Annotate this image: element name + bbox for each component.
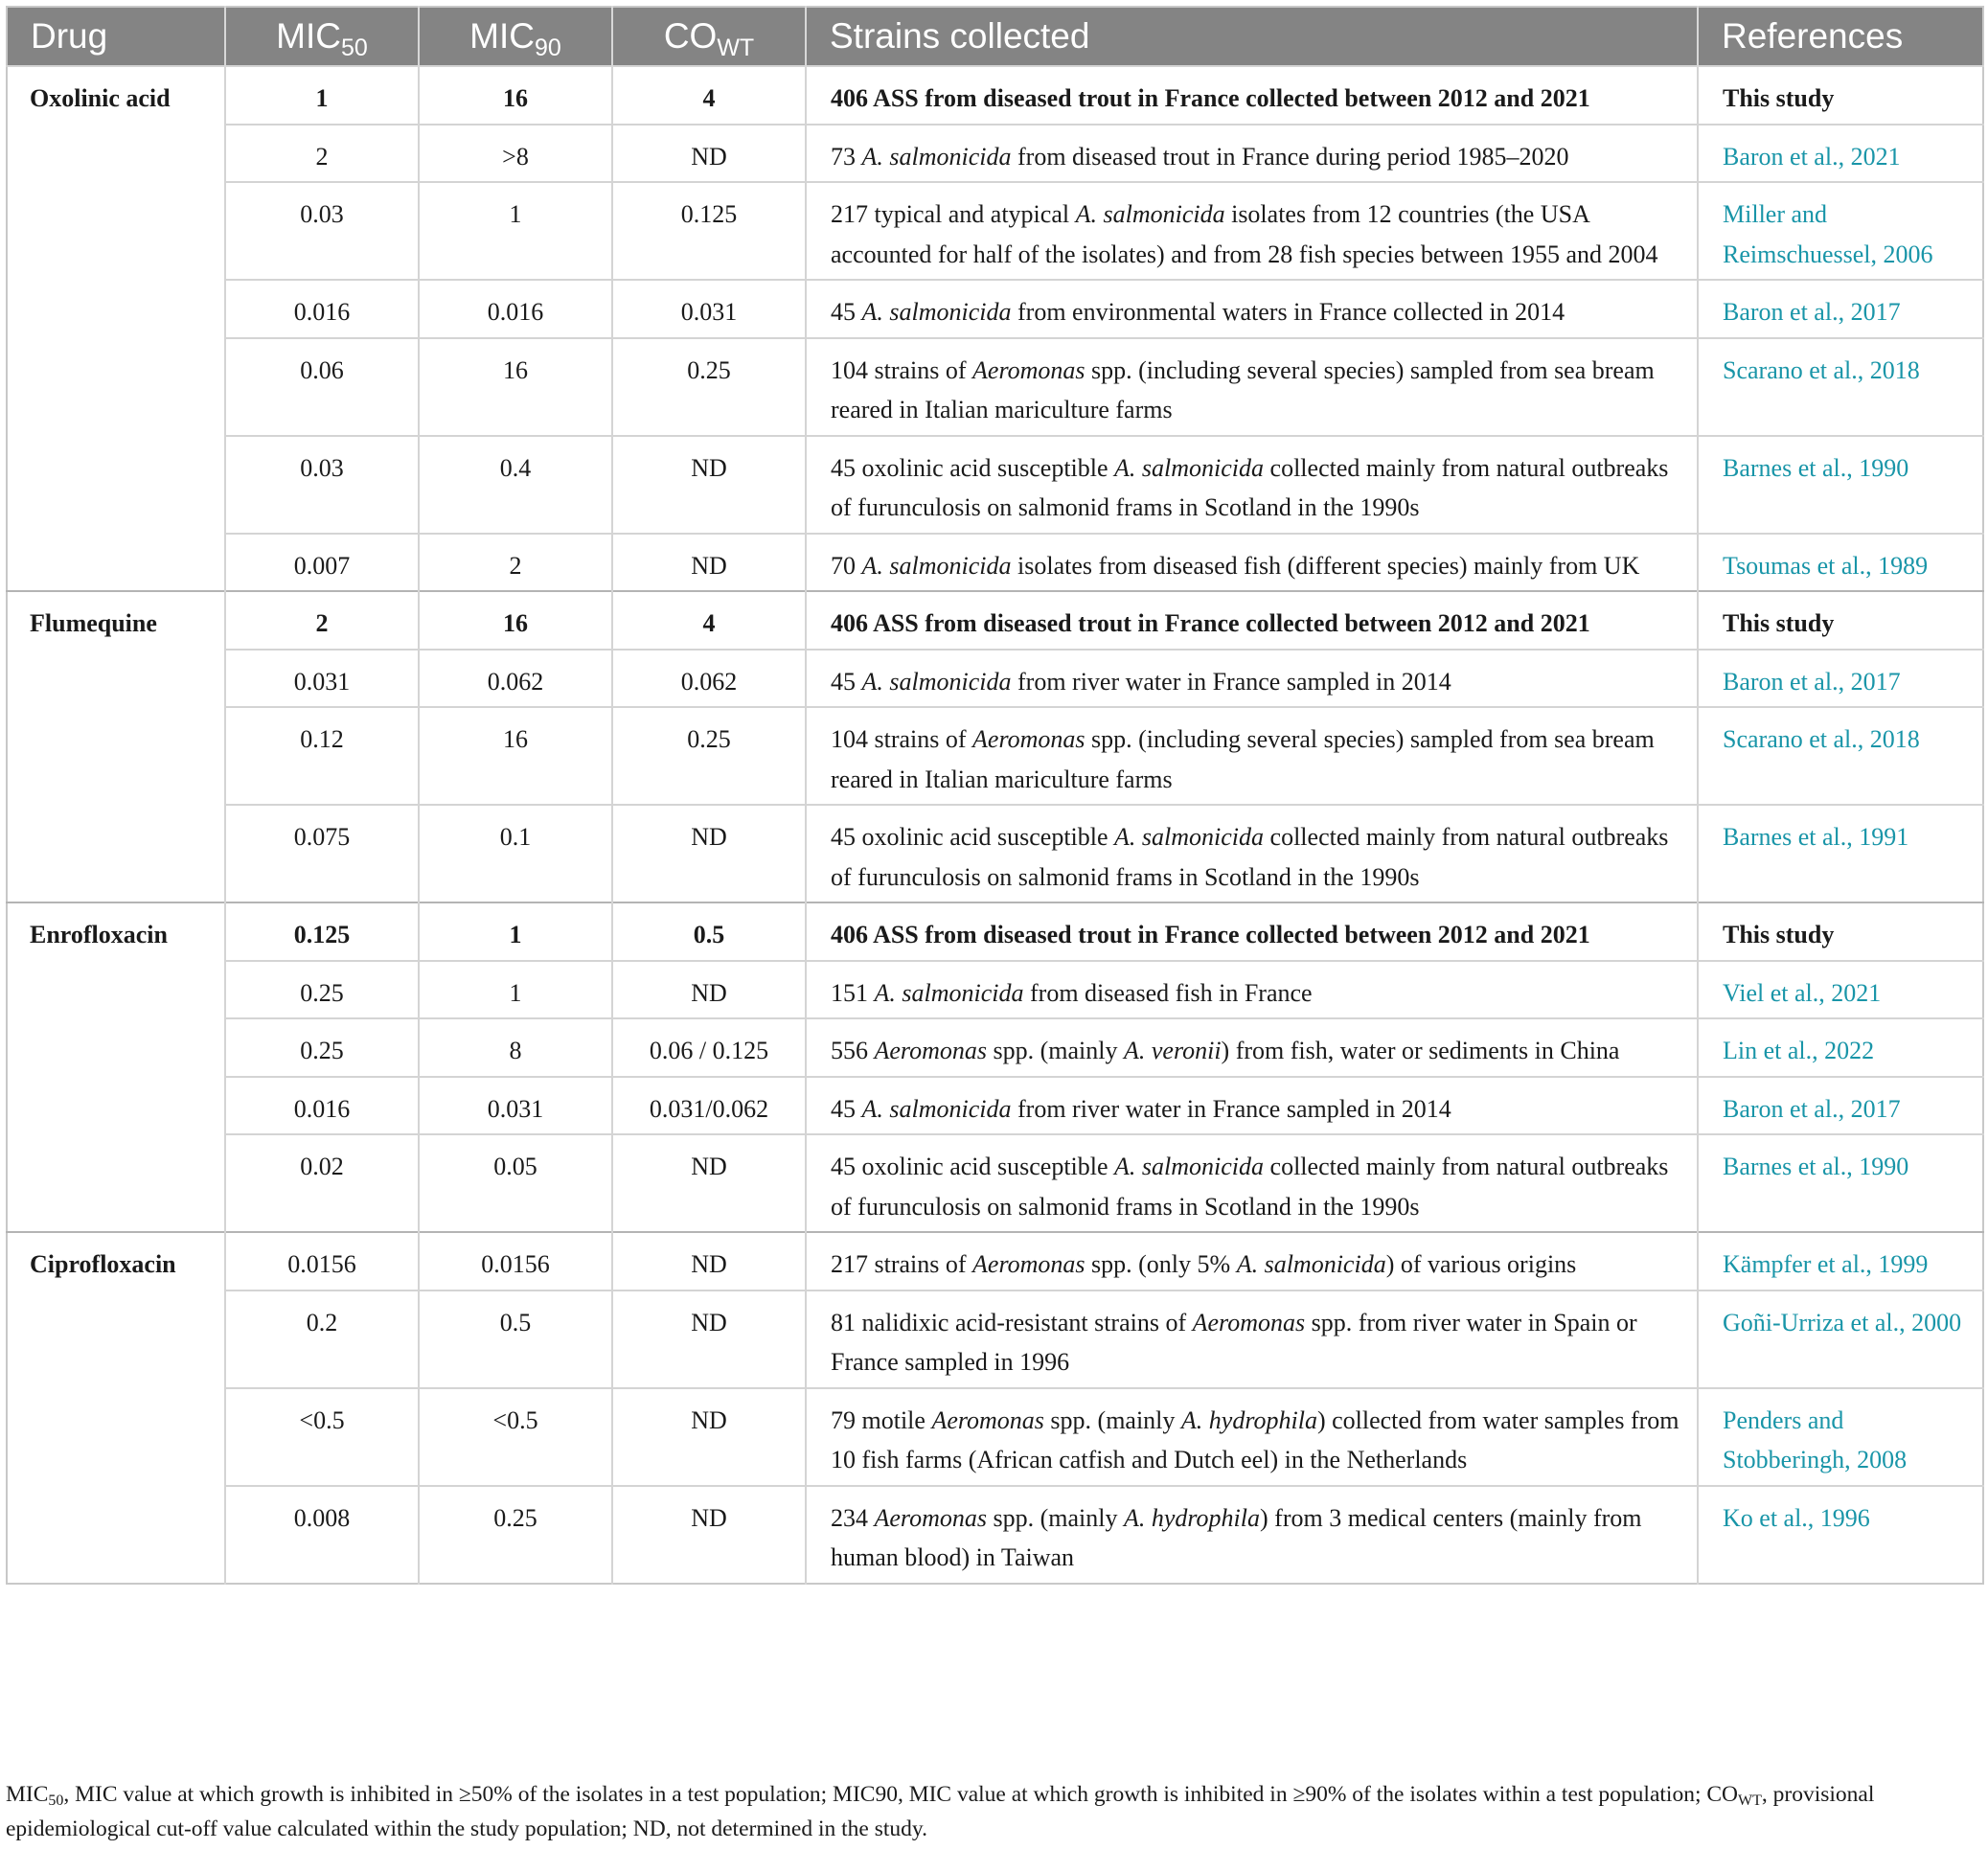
reference-cell xyxy=(1698,805,1983,902)
reference-cell xyxy=(1698,534,1983,592)
strain-text: 406 ASS from diseased trout in France collected between 2012 and 2021 xyxy=(831,921,1590,948)
cowt-cell: 4 xyxy=(612,66,806,125)
mic90-cell: 0.25 xyxy=(419,1486,612,1584)
table-row xyxy=(7,1018,1983,1077)
strain-text: 45 oxolinic acid susceptible xyxy=(831,1153,1115,1180)
reference-cell xyxy=(1698,125,1983,183)
reference-cell xyxy=(1698,1134,1983,1232)
strain-text: ) collected from water samples from 10 fish farms (African catfish and Dutch eel) in the Netherlands xyxy=(831,1405,1680,1473)
strain-text: 406 ASS from diseased trout in France collected between 2012 and 2021 xyxy=(831,609,1590,637)
mic50-cell: 0.075 xyxy=(225,805,419,902)
strain-text: 79 motile xyxy=(831,1405,932,1434)
reference-cell xyxy=(1698,280,1983,338)
species-name: A. salmonicida xyxy=(1236,1250,1386,1278)
species-name: A. salmonicida xyxy=(1114,453,1265,482)
table-row xyxy=(7,182,1983,280)
cowt-cell: ND xyxy=(612,1388,806,1486)
strain-text: isolates from diseased fish (different species) mainly from UK xyxy=(1011,551,1640,580)
species-name: A. salmonicida xyxy=(1114,823,1265,851)
strain-text: from diseased trout in France during period 1985–2020 xyxy=(1011,142,1569,171)
mic50-cell: 0.016 xyxy=(225,1077,419,1135)
species-name: Aeromonas xyxy=(972,725,1085,753)
mic90-cell: 1 xyxy=(419,902,612,961)
strain-text: isolates from 12 countries (the USA accounted for half of the isolates) and from 28 fish species between 1955 and 2004 xyxy=(831,200,1658,268)
strain-text: 45 xyxy=(831,1094,862,1123)
reference-link[interactable]: Barnes et al., 1991 xyxy=(1723,823,1909,851)
strain-text: collected mainly from natural outbreaks of furunculosis on salmonid frams in Scotland in the 1990s xyxy=(831,823,1669,891)
cowt-cell: 0.031 xyxy=(612,280,806,338)
species-name: Aeromonas xyxy=(874,1037,987,1064)
drug-name-cell: Oxolinic acid xyxy=(7,66,225,591)
cowt-cell: ND xyxy=(612,805,806,902)
strain-text: 70 xyxy=(831,551,862,580)
cowt-cell: 0.125 xyxy=(612,182,806,280)
header-mic90: $MIC_{90}$ xyxy=(419,7,612,66)
reference-cell xyxy=(1698,1077,1983,1135)
strains-cell xyxy=(806,338,1698,436)
mic90-cell: <0.5 xyxy=(419,1388,612,1486)
strain-text: 45 oxolinic acid susceptible xyxy=(831,453,1115,482)
strain-text: 234 xyxy=(831,1503,875,1532)
reference-cell xyxy=(1698,1232,1983,1290)
reference-link[interactable]: Lin et al., 2022 xyxy=(1723,1037,1875,1064)
species-name: A. salmonicida xyxy=(861,551,1012,580)
reference-text: This study xyxy=(1723,609,1835,637)
reference-link[interactable]: Baron et al., 2017 xyxy=(1723,298,1901,326)
strain-text: 217 typical and atypical xyxy=(831,200,1076,228)
reference-cell xyxy=(1698,961,1983,1019)
header-strains: Strains collected xyxy=(806,7,1698,66)
strain-text: 217 strains of xyxy=(831,1250,973,1278)
strain-text: spp. (including several species) sampled from sea bream reared in Italian mariculture farms xyxy=(831,725,1655,793)
mic50-cell: 2 xyxy=(225,591,419,650)
cowt-cell: ND xyxy=(612,961,806,1019)
species-name: A. salmonicida xyxy=(861,667,1012,696)
reference-link[interactable]: Miller and Reimschuessel, 2006 xyxy=(1723,200,1933,268)
strains-cell xyxy=(806,650,1698,708)
footnote-text: , provisional epidemiological cut-off value calculated within the study population; ND, not determined in the study. xyxy=(6,1782,1875,1841)
strains-cell xyxy=(806,1018,1698,1077)
reference-link[interactable]: Ko et al., 1996 xyxy=(1723,1503,1870,1532)
mic50-cell: 0.0156 xyxy=(225,1232,419,1290)
strains-cell xyxy=(806,591,1698,650)
strains-cell xyxy=(806,805,1698,902)
mic90-cell: >8 xyxy=(419,125,612,183)
cowt-cell: 0.062 xyxy=(612,650,806,708)
species-name: Aeromonas xyxy=(972,1250,1085,1278)
strain-text: spp. (mainly xyxy=(1043,1405,1181,1434)
strain-text: spp. from river water in Spain or France sampled in 1996 xyxy=(831,1308,1637,1376)
table-footnote xyxy=(6,1777,1982,1846)
table-row xyxy=(7,280,1983,338)
strains-cell xyxy=(806,534,1698,592)
cowt-cell: ND xyxy=(612,1134,806,1232)
mic90-cell: 1 xyxy=(419,961,612,1019)
strains-cell xyxy=(806,1290,1698,1388)
table-row xyxy=(7,1290,1983,1388)
mic50-cell: 0.25 xyxy=(225,1018,419,1077)
strain-text: from environmental waters in France collected in 2014 xyxy=(1011,298,1565,326)
species-name: A. salmonicida xyxy=(1075,200,1225,228)
drug-name-cell: Ciprofloxacin xyxy=(7,1232,225,1584)
mic50-cell: 1 xyxy=(225,66,419,125)
strain-text: ) of various origins xyxy=(1385,1250,1577,1278)
cowt-cell: 4 xyxy=(612,591,806,650)
footnote-subscript: WT xyxy=(1738,1793,1762,1809)
reference-link[interactable]: Baron et al., 2017 xyxy=(1723,1094,1901,1123)
table-row xyxy=(7,1232,1983,1290)
strain-text: 45 xyxy=(831,667,862,696)
strain-text: spp. (mainly xyxy=(986,1503,1124,1532)
reference-cell xyxy=(1698,591,1983,650)
reference-cell xyxy=(1698,1486,1983,1584)
reference-link[interactable]: Baron et al., 2017 xyxy=(1723,667,1901,696)
table-row xyxy=(7,805,1983,902)
mic90-cell: 0.016 xyxy=(419,280,612,338)
reference-link[interactable]: Goñi-Urriza et al., 2000 xyxy=(1723,1308,1962,1336)
mic50-cell: 0.008 xyxy=(225,1486,419,1584)
mic90-cell: 1 xyxy=(419,182,612,280)
cowt-cell: ND xyxy=(612,1486,806,1584)
footnote-text: , MIC value at which growth is inhibited in ≥50% of the isolates in a test population; MIC90, MIC value at which growth is inhibited in ≥90% of the isolates within a test population; CO xyxy=(63,1782,1739,1807)
table-header-row xyxy=(7,7,1983,66)
footnote-subscript: 50 xyxy=(48,1793,64,1809)
strains-cell xyxy=(806,902,1698,961)
strains-cell xyxy=(806,1232,1698,1290)
strains-cell xyxy=(806,1077,1698,1135)
reference-link[interactable]: Tsoumas et al., 1989 xyxy=(1723,551,1929,580)
reference-cell xyxy=(1698,338,1983,436)
strain-text: 556 xyxy=(831,1037,875,1064)
reference-link[interactable]: Kämpfer et al., 1999 xyxy=(1723,1250,1929,1278)
reference-link[interactable]: Barnes et al., 1990 xyxy=(1723,1153,1909,1180)
cowt-cell: ND xyxy=(612,534,806,592)
species-name: A. hydrophila xyxy=(1180,1405,1317,1434)
species-name: A. salmonicida xyxy=(861,1094,1012,1123)
mic50-cell: 0.06 xyxy=(225,338,419,436)
mic50-cell: 0.03 xyxy=(225,436,419,534)
reference-cell xyxy=(1698,436,1983,534)
mic50-cell: 0.125 xyxy=(225,902,419,961)
species-name: A. hydrophila xyxy=(1123,1503,1261,1532)
strain-text: spp. (mainly xyxy=(986,1037,1124,1064)
mic50-cell: 0.25 xyxy=(225,961,419,1019)
table-row xyxy=(7,1486,1983,1584)
mic90-cell: 16 xyxy=(419,66,612,125)
strain-text: spp. (only 5% xyxy=(1085,1250,1237,1278)
strains-cell xyxy=(806,1486,1698,1584)
strains-cell xyxy=(806,1134,1698,1232)
table-body xyxy=(7,66,1983,1584)
reference-link[interactable]: Penders and Stobberingh, 2008 xyxy=(1723,1405,1908,1473)
strain-text: 45 xyxy=(831,298,862,326)
drug-name-cell: Flumequine xyxy=(7,591,225,902)
strains-cell xyxy=(806,436,1698,534)
mic90-cell: 2 xyxy=(419,534,612,592)
mic90-cell: 16 xyxy=(419,591,612,650)
reference-link[interactable]: Viel et al., 2021 xyxy=(1723,978,1882,1007)
mic90-cell: 0.05 xyxy=(419,1134,612,1232)
strains-cell xyxy=(806,961,1698,1019)
mic50-cell: 0.03 xyxy=(225,182,419,280)
strain-text: collected mainly from natural outbreaks of furunculosis on salmonid frams in Scotland in the 1990s xyxy=(831,1153,1669,1221)
reference-text: This study xyxy=(1723,84,1835,112)
cowt-cell: 0.06 / 0.125 xyxy=(612,1018,806,1077)
table-row xyxy=(7,436,1983,534)
footnote-text: MIC xyxy=(6,1782,49,1807)
reference-link[interactable]: Scarano et al., 2018 xyxy=(1723,355,1920,384)
mic90-cell: 0.4 xyxy=(419,436,612,534)
reference-link[interactable]: Barnes et al., 1990 xyxy=(1723,453,1909,482)
strains-cell xyxy=(806,182,1698,280)
strain-text: 151 xyxy=(831,978,875,1007)
table-row xyxy=(7,902,1983,961)
cowt-cell: ND xyxy=(612,1232,806,1290)
table-row xyxy=(7,66,1983,125)
strain-text: collected mainly from natural outbreaks of furunculosis on salmonid frams in Scotland in the 1990s xyxy=(831,453,1669,521)
mic90-cell: 0.5 xyxy=(419,1290,612,1388)
reference-link[interactable]: Baron et al., 2021 xyxy=(1723,142,1901,171)
header-mic50: $MIC_{50}$ xyxy=(225,7,419,66)
strain-text: 104 strains of xyxy=(831,725,973,753)
species-name: A. veronii xyxy=(1123,1037,1222,1064)
cowt-cell: ND xyxy=(612,125,806,183)
strain-text: spp. (including several species) sampled from sea bream reared in Italian mariculture farms xyxy=(831,355,1655,423)
mic90-cell: 0.062 xyxy=(419,650,612,708)
strain-text: from river water in France sampled in 2014 xyxy=(1011,667,1451,696)
cowt-cell: ND xyxy=(612,1290,806,1388)
species-name: A. salmonicida xyxy=(874,978,1024,1007)
mic-comparison-table xyxy=(6,6,1984,1585)
species-name: Aeromonas xyxy=(874,1503,987,1532)
mic50-cell: 0.031 xyxy=(225,650,419,708)
mic90-cell: 16 xyxy=(419,707,612,805)
strain-text: from diseased fish in France xyxy=(1023,978,1313,1007)
table-row xyxy=(7,1134,1983,1232)
table-row xyxy=(7,961,1983,1019)
strain-text: ) from fish, water or sediments in China xyxy=(1221,1037,1620,1064)
reference-cell xyxy=(1698,1388,1983,1486)
strain-text: 45 oxolinic acid susceptible xyxy=(831,823,1115,851)
cowt-cell: ND xyxy=(612,436,806,534)
strains-cell xyxy=(806,707,1698,805)
mic50-cell: 2 xyxy=(225,125,419,183)
table-row xyxy=(7,650,1983,708)
strains-cell xyxy=(806,125,1698,183)
mic50-cell: 0.016 xyxy=(225,280,419,338)
cowt-cell: 0.25 xyxy=(612,707,806,805)
cowt-cell: 0.25 xyxy=(612,338,806,436)
mic50-cell: 0.12 xyxy=(225,707,419,805)
strains-cell xyxy=(806,280,1698,338)
mic90-cell: 0.0156 xyxy=(419,1232,612,1290)
strain-text: 81 nalidixic acid-resistant strains of xyxy=(831,1308,1193,1336)
reference-cell xyxy=(1698,707,1983,805)
species-name: Aeromonas xyxy=(931,1405,1044,1434)
reference-cell xyxy=(1698,182,1983,280)
table-row xyxy=(7,1388,1983,1486)
strain-text: 73 xyxy=(831,142,862,171)
species-name: A. salmonicida xyxy=(861,298,1012,326)
mic90-cell: 16 xyxy=(419,338,612,436)
reference-cell xyxy=(1698,1018,1983,1077)
strain-text: ) from 3 medical centers (mainly from human blood) in Taiwan xyxy=(831,1503,1642,1571)
strain-text: 406 ASS from diseased trout in France collected between 2012 and 2021 xyxy=(831,84,1590,112)
mic50-cell: 0.02 xyxy=(225,1134,419,1232)
species-name: Aeromonas xyxy=(972,355,1085,384)
mic50-cell: <0.5 xyxy=(225,1388,419,1486)
table-row xyxy=(7,125,1983,183)
strain-text: 104 strains of xyxy=(831,355,973,384)
mic50-cell: 0.2 xyxy=(225,1290,419,1388)
mic90-cell: 8 xyxy=(419,1018,612,1077)
table-row xyxy=(7,534,1983,592)
cowt-cell: 0.5 xyxy=(612,902,806,961)
reference-cell xyxy=(1698,66,1983,125)
results-table-container xyxy=(6,6,1982,1585)
reference-link[interactable]: Scarano et al., 2018 xyxy=(1723,725,1920,753)
strain-text: from river water in France sampled in 2014 xyxy=(1011,1094,1451,1123)
reference-cell xyxy=(1698,1290,1983,1388)
reference-cell xyxy=(1698,902,1983,961)
drug-name-cell: Enrofloxacin xyxy=(7,902,225,1232)
header-cowt: $CO_{WT}$ xyxy=(612,7,806,66)
mic90-cell: 0.031 xyxy=(419,1077,612,1135)
table-row xyxy=(7,1077,1983,1135)
header-drug: Drug xyxy=(7,7,225,66)
table-row xyxy=(7,338,1983,436)
species-name: A. salmonicida xyxy=(861,142,1012,171)
header-references: References xyxy=(1698,7,1983,66)
cowt-cell: 0.031/0.062 xyxy=(612,1077,806,1135)
mic90-cell: 0.1 xyxy=(419,805,612,902)
table-row xyxy=(7,591,1983,650)
mic50-cell: 0.007 xyxy=(225,534,419,592)
strains-cell xyxy=(806,1388,1698,1486)
reference-text: This study xyxy=(1723,921,1835,948)
species-name: A. salmonicida xyxy=(1114,1153,1265,1180)
reference-cell xyxy=(1698,650,1983,708)
species-name: Aeromonas xyxy=(1192,1308,1306,1336)
strains-cell xyxy=(806,66,1698,125)
table-row xyxy=(7,707,1983,805)
